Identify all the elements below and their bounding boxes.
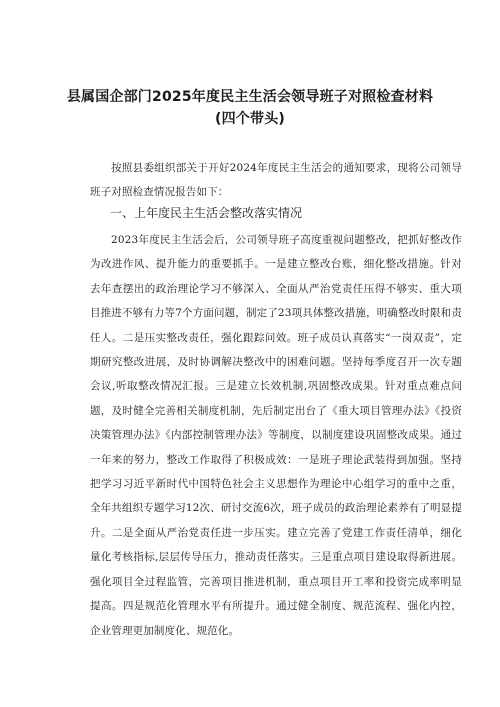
section-body-paragraph: 2023年度民主生活会后，公司领导班子高度重视问题整改，把抓好整改作为改进作风、提升能力的重要抓手。一是建立整改台账，细化整改措施。针对去年查摆出的政治理论学习不够深入、全面从严治党责任压得不够实、重大项目推进不够有力等7个方面问题，制定了23项具体整改措施，明确整改时限和责任人。二是压实整改责任，强化跟踪问效。班子成员认真落实“一岗双责”，定期研究整改进展，及时协调解决整改中的困难问题。坚持每季度召开一次专题会议,听取整改情况汇报。三是建立长效机制,巩固整改成果。针对重点难点问题，及时健全完善相关制度机制，先后制定出台了《重大项目管理办法》《投资决策管理办法》《内部控制管理办法》等制度，以制度建设巩固整改成果。通过一年来的努力，整改工作取得了积极成效：一是班子理论武装得到加强。坚持把学习习近平新时代中国特色社会主义思想作为理论中心组学习的重中之重，全年共组织专题学习12次、研讨交流6次，班子成员的政治理论素养有了明显提升。二是全面从严治党责任进一步压实。建立完善了党建工作责任清单，细化量化考核指标,层层传导压力，推动责任落实。三是重点项目建设取得新进展。强化项目全过程监管，完善项目推进机制，重点项目开工率和投资完成率明显提高。四是规范化管理水平有所提升。通过健全制度、规范流程、强化内控，企业管理更加制度化、规范化。 bbox=[90, 234, 462, 637]
document-subtitle: (四个带头) bbox=[215, 111, 285, 127]
intro-paragraph: 按照县委组织部关于开好2024年度民主生活会的通知要求，现将公司领导班子对照检查情况报告如下： bbox=[90, 162, 462, 199]
section-heading: 一、上年度民主生活会整改落实情况 bbox=[110, 206, 303, 220]
document-title: 县属国企部门2025年度民主生活会领导班子对照检查材料 bbox=[66, 89, 434, 105]
